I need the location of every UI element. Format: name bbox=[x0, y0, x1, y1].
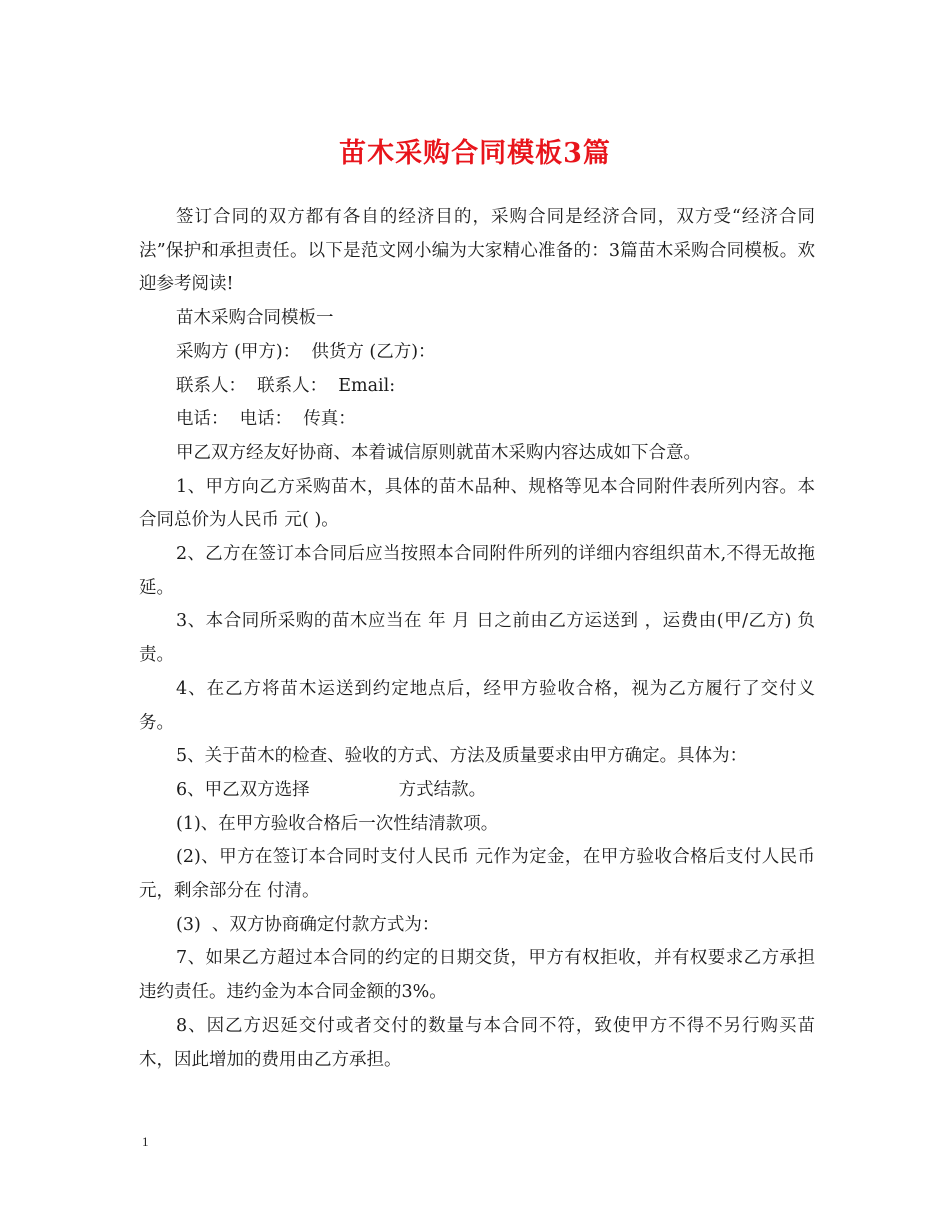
clause-1: 1、甲方向乙方采购苗木，具体的苗木品种、规格等见本合同附件表所列内容。本合同总价为人民币 元( )。 bbox=[139, 476, 815, 531]
clause-6: 6、甲乙双方选择 方式结款。 bbox=[176, 779, 487, 800]
document-body bbox=[139, 201, 815, 1077]
clause-5: 5、关于苗木的检查、验收的方式、方法及质量要求由甲方确定。具体为： bbox=[176, 746, 748, 767]
clause-6-option-2: (2)、甲方在签订本合同时支付人民币 元作为定金，在甲方验收合格后支付人民币 元，剩余部分在 付清。 bbox=[139, 847, 815, 902]
agreement-paragraph: 甲乙双方经友好协商、本着诚信原则就苗木采购内容达成如下合意。 bbox=[176, 442, 701, 463]
parties-line: 采购方 (甲方)： 供货方 (乙方)： bbox=[176, 341, 436, 362]
clause-8: 8、因乙方迟延交付或者交付的数量与本合同不符，致使甲方不得不另行购买苗木，因此增加的费用由乙方承担。 bbox=[139, 1015, 815, 1070]
clause-6-option-1: (1)、在甲方验收合格后一次性结清款项。 bbox=[176, 813, 499, 834]
clause-3: 3、本合同所采购的苗木应当在 年 月 日之前由乙方运送到 ，运费由(甲/乙方) 负责。 bbox=[139, 611, 815, 666]
document-title: 苗木采购合同模板3篇 bbox=[339, 138, 611, 169]
page-number: 1 bbox=[142, 1134, 149, 1149]
clause-2: 2、乙方在签订本合同后应当按照本合同附件所列的详细内容组织苗木,不得无故拖延。 bbox=[139, 544, 815, 598]
intro-paragraph: 签订合同的双方都有各自的经济目的，采购合同是经济合同，双方受“经济合同法”保护和承担责任。以下是范文网小编为大家精心准备的：3篇苗木采购合同模板。欢迎参考阅读! bbox=[139, 207, 815, 295]
clause-4: 4、在乙方将苗木运送到约定地点后，经甲方验收合格，视为乙方履行了交付义务。 bbox=[139, 678, 815, 733]
contacts-line: 联系人： 联系人： Email: bbox=[176, 375, 396, 396]
phone-line: 电话： 电话： 传真： bbox=[176, 409, 356, 430]
clause-6-option-3: (3) 、双方协商确定付款方式为： bbox=[176, 914, 440, 935]
section-heading: 苗木采购合同模板一 bbox=[176, 308, 334, 329]
clause-7: 7、如果乙方超过本合同的约定的日期交货，甲方有权拒收，并有权要求乙方承担违约责任。违约金为本合同金额的3%。 bbox=[139, 948, 815, 1003]
